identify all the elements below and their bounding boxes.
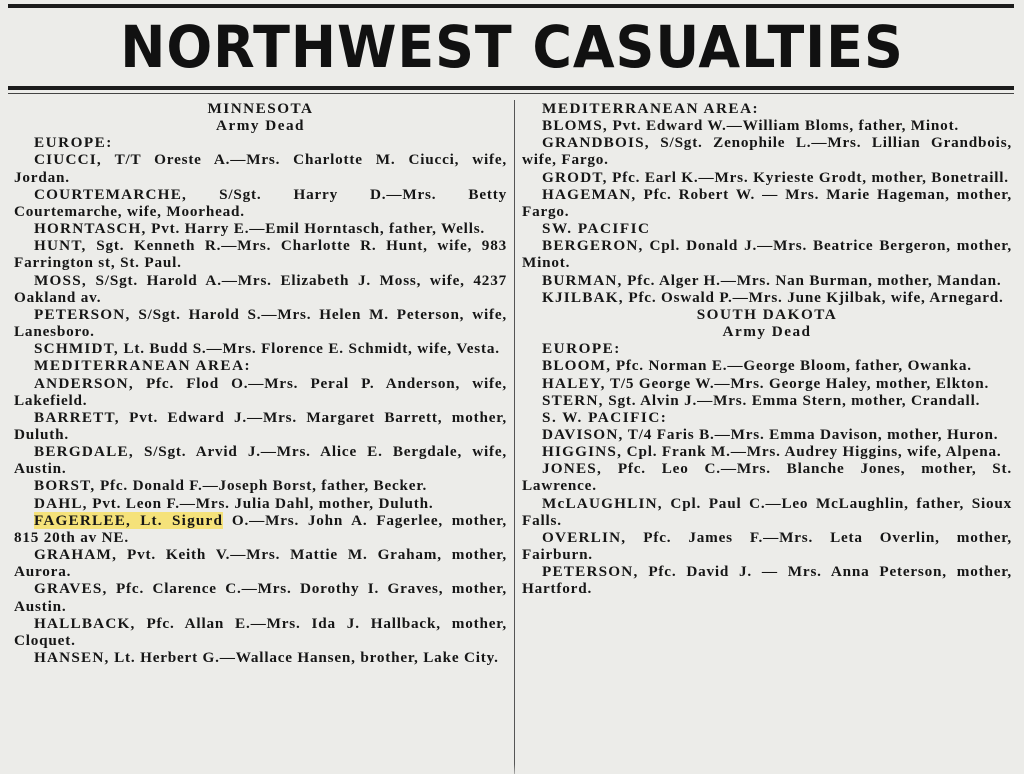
casualty-entry bbox=[522, 375, 1012, 392]
casualty-name: KJILBAK, bbox=[542, 288, 624, 306]
casualty-name: STERN, bbox=[542, 391, 604, 409]
headline-thin-rule bbox=[8, 93, 1014, 94]
casualty-entry bbox=[14, 409, 507, 443]
region-heading: EUROPE: bbox=[34, 134, 113, 152]
casualty-entry bbox=[14, 546, 507, 580]
casualty-entry bbox=[522, 443, 1012, 460]
casualty-name: SCHMIDT, bbox=[34, 340, 119, 358]
casualty-details: Pfc. Robert W. — Mrs. Marie Hageman, mother, Fargo. bbox=[522, 185, 1012, 220]
casualty-details: Pfc. David J. — Mrs. Anna Peterson, mother, Hartford. bbox=[522, 563, 1012, 598]
casualty-name: MOSS, bbox=[34, 271, 87, 289]
casualty-entry bbox=[522, 169, 1012, 186]
casualty-name: BARRETT, bbox=[34, 408, 120, 426]
casualty-name: HIGGINS, bbox=[542, 443, 623, 461]
casualty-details: Pfc. Clarence C.—Mrs. Dorothy I. Graves, mother, Austin. bbox=[14, 580, 507, 615]
casualty-details: S/Sgt. Arvid J.—Mrs. Alice E. Bergdale, wife, Austin. bbox=[14, 443, 507, 478]
casualty-details: Cpl. Donald J.—Mrs. Beatrice Bergeron, mother, Minot. bbox=[522, 237, 1012, 272]
casualty-entry bbox=[522, 186, 1012, 220]
casualty-entry bbox=[522, 392, 1012, 409]
sub-heading: Army Dead bbox=[722, 323, 812, 341]
casualty-name: HALLBACK, bbox=[34, 614, 136, 632]
casualty-details: Pfc. Earl K.—Mrs. Kyrieste Grodt, mother, Bonetraill. bbox=[607, 168, 1009, 186]
casualty-details: Pvt. Harry E.—Emil Horntasch, father, Wells. bbox=[146, 220, 486, 238]
casualty-name: McLAUGHLIN, bbox=[542, 494, 663, 512]
casualty-entry bbox=[14, 340, 507, 357]
casualty-name: BERGERON, bbox=[542, 237, 644, 255]
casualty-details: T/4 Faris B.—Mrs. Emma Davison, mother, Huron. bbox=[623, 425, 999, 443]
state-heading: MINNESOTA bbox=[207, 100, 314, 117]
casualty-entry bbox=[14, 477, 507, 494]
casualty-details: Pfc. Allan E.—Mrs. Ida J. Hallback, mother, Cloquet. bbox=[14, 614, 507, 649]
casualty-name: DAHL, bbox=[34, 494, 88, 512]
casualty-details: S/Sgt. Harry D.—Mrs. Betty Courtemarche, wife, Moorhead. bbox=[14, 185, 507, 220]
headline-rule bbox=[8, 86, 1014, 90]
casualty-name: GRODT, bbox=[542, 168, 608, 186]
casualty-details: Cpl. Paul C.—Leo McLaughlin, father, Sioux Falls. bbox=[522, 494, 1012, 529]
casualty-entry bbox=[522, 563, 1012, 597]
casualty-name: BORST, bbox=[34, 477, 96, 495]
casualty-name: ANDERSON, bbox=[34, 374, 134, 392]
casualty-name: HUNT, bbox=[34, 237, 87, 255]
casualty-details: Cpl. Frank M.—Mrs. Audrey Higgins, wife, Alpena. bbox=[622, 443, 1002, 461]
casualty-details: Pvt. Keith V.—Mrs. Mattie M. Graham, mother, Aurora. bbox=[14, 546, 507, 581]
casualty-details: Pfc. Alger H.—Mrs. Nan Burman, mother, Mandan. bbox=[622, 271, 1002, 289]
casualty-entry bbox=[14, 443, 507, 477]
casualty-entry bbox=[14, 495, 507, 512]
casualty-details: Pfc. James F.—Mrs. Leta Overlin, mother, Fairburn. bbox=[522, 528, 1012, 564]
casualty-name: BERGDALE, bbox=[34, 443, 134, 461]
state-heading: SOUTH DAKOTA bbox=[696, 305, 838, 323]
casualty-entry bbox=[14, 237, 507, 271]
casualty-entry bbox=[522, 426, 1012, 443]
casualty-details: Sgt. Kenneth R.—Mrs. Charlotte R. Hunt, wife, 983 Farrington st, St. Paul. bbox=[14, 237, 507, 272]
casualty-name: PETERSON, bbox=[34, 305, 131, 323]
highlighted-text: FAGERLEE, Lt. Sigurd bbox=[34, 511, 224, 529]
casualty-name: HAGEMAN, bbox=[542, 185, 637, 203]
casualty-details: S/Sgt. Harold A.—Mrs. Elizabeth J. Moss, wife, 4237 Oakland av. bbox=[14, 271, 507, 306]
region-heading: S. W. PACIFIC: bbox=[542, 408, 668, 426]
casualty-entry bbox=[522, 117, 1012, 134]
casualty-name: OVERLIN, bbox=[542, 528, 627, 546]
casualty-name: BURMAN, bbox=[542, 271, 623, 289]
casualty-entry bbox=[522, 357, 1012, 374]
casualty-entry bbox=[522, 272, 1012, 289]
bottom-edge bbox=[0, 764, 1024, 774]
region-heading: MEDITERRANEAN AREA: bbox=[34, 357, 252, 375]
casualty-entry bbox=[14, 615, 507, 649]
casualty-details: Pfc. Donald F.—Joseph Borst, father, Becker. bbox=[95, 477, 428, 495]
region-heading: MEDITERRANEAN AREA: bbox=[542, 100, 760, 117]
casualty-name: JONES, bbox=[542, 460, 602, 478]
casualty-entry bbox=[522, 529, 1012, 563]
casualty-details: Pvt. Edward W.—William Bloms, father, Minot. bbox=[607, 117, 960, 135]
casualty-entry bbox=[14, 580, 507, 614]
casualty-name: BLOOM, bbox=[542, 357, 612, 375]
casualty-name: DAVISON, bbox=[542, 425, 624, 443]
highlighted-casualty-entry bbox=[14, 512, 507, 546]
casualty-entry bbox=[14, 375, 507, 409]
casualty-entry bbox=[14, 306, 507, 340]
casualty-details: O.—Mrs. John A. Fagerlee, mother, 815 20th av NE. bbox=[14, 511, 507, 546]
casualty-entry bbox=[14, 151, 507, 185]
casualty-details: Pfc. Flod O.—Mrs. Peral P. Anderson, wife, Lakefield. bbox=[14, 374, 507, 409]
casualty-details: Pvt. Leon F.—Mrs. Julia Dahl, mother, Duluth. bbox=[87, 494, 434, 512]
casualty-name: BLOMS, bbox=[542, 117, 608, 135]
casualty-details: Lt. Herbert G.—Wallace Hansen, brother, Lake City. bbox=[109, 649, 499, 666]
casualty-details: Pfc. Oswald P.—Mrs. June Kjilbak, wife, Arnegard. bbox=[623, 288, 1004, 306]
casualty-name: HALEY, bbox=[542, 374, 606, 392]
casualty-details: S/Sgt. Zenophile L.—Mrs. Lillian Grandbois, wife, Fargo. bbox=[522, 134, 1012, 169]
casualty-entry bbox=[14, 272, 507, 306]
casualty-name: GRANDBOIS, bbox=[542, 134, 650, 152]
casualty-details: Pvt. Edward J.—Mrs. Margaret Barrett, mother, Duluth. bbox=[14, 408, 507, 443]
casualty-name: COURTEMARCHE, bbox=[34, 185, 188, 203]
casualty-entry bbox=[522, 237, 1012, 271]
casualty-entry bbox=[522, 495, 1012, 529]
casualty-entry bbox=[14, 220, 507, 237]
casualty-entry bbox=[522, 134, 1012, 168]
casualty-name: PETERSON, bbox=[542, 563, 639, 581]
headline: NORTHWEST CASUALTIES bbox=[120, 13, 904, 81]
sub-heading: Army Dead bbox=[216, 117, 305, 135]
casualty-name: HANSEN, bbox=[34, 649, 110, 666]
casualty-entry bbox=[14, 186, 507, 220]
casualty-name: GRAHAM, bbox=[34, 546, 118, 564]
casualty-details: Pfc. Norman E.—George Bloom, father, Owanka. bbox=[611, 357, 972, 375]
casualty-details: Pfc. Leo C.—Mrs. Blanche Jones, mother, St. Lawrence. bbox=[522, 460, 1012, 495]
casualty-name: HORNTASCH, bbox=[34, 220, 147, 238]
casualty-details: S/Sgt. Harold S.—Mrs. Helen M. Peterson, wife, Lanesboro. bbox=[14, 305, 507, 341]
casualty-name: GRAVES, bbox=[34, 580, 108, 598]
casualty-details: T/T Oreste A.—Mrs. Charlotte M. Ciucci, wife, Jordan. bbox=[14, 151, 507, 186]
left-column bbox=[14, 100, 507, 666]
column-divider bbox=[514, 100, 515, 774]
region-heading: SW. PACIFIC bbox=[542, 220, 651, 238]
region-heading: EUROPE: bbox=[542, 340, 621, 358]
casualty-details: T/5 George W.—Mrs. George Haley, mother, Elkton. bbox=[605, 374, 990, 392]
right-column bbox=[522, 100, 1012, 598]
casualty-name: CIUCCI, bbox=[34, 151, 102, 169]
casualty-entry bbox=[522, 460, 1012, 494]
casualty-entry bbox=[14, 649, 507, 666]
casualty-details: Sgt. Alvin J.—Mrs. Emma Stern, mother, Crandall. bbox=[603, 391, 981, 409]
casualty-entry bbox=[522, 289, 1012, 306]
casualty-details: Lt. Budd S.—Mrs. Florence E. Schmidt, wife, Vesta. bbox=[118, 340, 500, 358]
